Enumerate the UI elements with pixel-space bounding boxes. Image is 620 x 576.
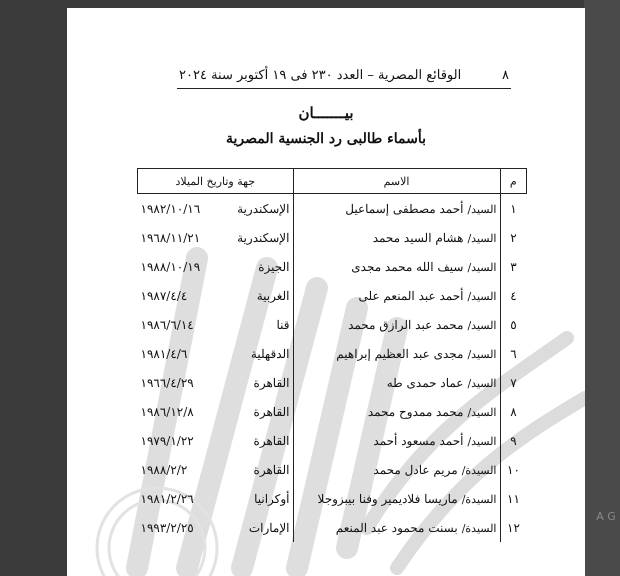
table-row [138, 252, 527, 281]
table-row [138, 484, 527, 513]
birth-place: الجيزة [258, 259, 290, 274]
document-subtitle: بأسماء طالبى رد الجنسية المصرية [225, 131, 427, 147]
row-name-cell [293, 194, 500, 224]
row-name-cell [293, 455, 500, 484]
row-name-cell [293, 281, 500, 310]
birth-date: ١٩٩٣/٢/٢٥ [140, 520, 194, 535]
table-row [138, 426, 527, 455]
row-number: ٤ [500, 281, 527, 310]
row-birth-cell [138, 397, 294, 426]
birth-date: ١٩٦٦/٤/٢٩ [140, 375, 194, 390]
honorific: السيد/ [467, 231, 497, 245]
row-number: ٧ [500, 368, 527, 397]
page-header [179, 68, 509, 83]
honorific: السيد/ [467, 347, 497, 361]
row-name-cell [293, 252, 500, 281]
row-number: ١١ [500, 484, 527, 513]
birth-date: ١٩٨٨/١٠/١٩ [140, 259, 201, 274]
table-row [138, 339, 527, 368]
birth-place: الدقهلية [250, 346, 290, 361]
row-number: ١٢ [500, 513, 527, 542]
birth-date: ١٩٨١/٢/٢٦ [140, 491, 194, 506]
document-page [67, 8, 585, 576]
row-birth-cell [138, 484, 294, 513]
header-name: الاسم [293, 169, 500, 194]
honorific: السيد/ [467, 376, 497, 390]
row-name-cell [293, 310, 500, 339]
honorific: السيدة/ [461, 463, 497, 477]
table-header-row [138, 169, 527, 194]
applicant-name: سيف الله محمد مجدى [351, 259, 464, 274]
birth-place: القاهرة [253, 433, 290, 448]
birth-place: القاهرة [253, 404, 290, 419]
birth-date: ١٩٨٢/١٠/١٦ [140, 201, 201, 216]
honorific: السيد/ [467, 405, 497, 419]
birth-place: الغربية [256, 288, 290, 303]
birth-place: الإمارات [248, 520, 290, 535]
row-number: ٨ [500, 397, 527, 426]
honorific: السيد/ [467, 318, 497, 332]
honorific: السيد/ [467, 434, 497, 448]
honorific: السيدة/ [461, 492, 497, 506]
row-birth-cell [138, 223, 294, 252]
row-number: ٩ [500, 426, 527, 455]
document-title: بيـــــــان [298, 104, 354, 122]
applicants-table [137, 168, 527, 542]
row-birth-cell [138, 513, 294, 542]
table-body [138, 194, 527, 543]
table-row [138, 397, 527, 426]
row-birth-cell [138, 368, 294, 397]
table-row [138, 281, 527, 310]
row-name-cell [293, 426, 500, 455]
viewer-scroll-area [584, 0, 620, 576]
birth-place: أوكرانيا [254, 491, 290, 506]
publication-line: الوقائع المصرية – العدد ٢٣٠ فى ١٩ أكتوبر سنة ٢٠٢٤ [179, 68, 462, 83]
row-name-cell [293, 513, 500, 542]
table-row [138, 513, 527, 542]
row-number: ١٠ [500, 455, 527, 484]
birth-date: ١٩٨٨/٢/٢ [140, 462, 188, 477]
applicant-name: محمد عبد الرازق محمد [348, 317, 464, 332]
row-name-cell [293, 484, 500, 513]
birth-date: ١٩٨١/٤/٦ [140, 346, 188, 361]
header-num: م [500, 169, 527, 194]
birth-date: ١٩٨٦/١٢/٨ [140, 404, 194, 419]
applicant-name: مريم عادل محمد [373, 462, 458, 477]
applicant-name: محمد ممدوح محمد [367, 404, 464, 419]
birth-date: ١٩٨٦/٦/١٤ [140, 317, 194, 332]
row-number: ١ [500, 194, 527, 224]
birth-place: قنا [276, 317, 290, 332]
birth-place: الإسكندرية [237, 201, 290, 216]
row-number: ٥ [500, 310, 527, 339]
honorific: السيد/ [467, 260, 497, 274]
birth-place: الإسكندرية [237, 230, 290, 245]
row-birth-cell [138, 252, 294, 281]
row-birth-cell [138, 426, 294, 455]
honorific: السيد/ [467, 289, 497, 303]
header-divider [177, 88, 511, 89]
honorific: السيدة/ [461, 521, 497, 535]
header-place: جهة وتاريخ الميلاد [138, 169, 294, 194]
page-number: ٨ [502, 68, 509, 83]
row-number: ٦ [500, 339, 527, 368]
row-name-cell [293, 368, 500, 397]
birth-date: ١٩٨٧/٤/٤ [140, 288, 188, 303]
table-row [138, 194, 527, 224]
applicant-name: هشام السيد محمد [372, 230, 464, 245]
birth-date: ١٩٦٨/١١/٢١ [140, 230, 201, 245]
birth-place: القاهرة [253, 375, 290, 390]
row-birth-cell [138, 455, 294, 484]
honorific: السيد/ [467, 202, 497, 216]
row-birth-cell [138, 339, 294, 368]
row-name-cell [293, 397, 500, 426]
table-row [138, 455, 527, 484]
birth-place: القاهرة [253, 462, 290, 477]
row-name-cell [293, 339, 500, 368]
row-birth-cell [138, 281, 294, 310]
applicant-name: أحمد عبد المنعم على [358, 288, 464, 303]
row-number: ٣ [500, 252, 527, 281]
applicant-name: بسنت محمود عبد المنعم [335, 520, 458, 535]
row-birth-cell [138, 194, 294, 224]
row-name-cell [293, 223, 500, 252]
applicant-name: أحمد مصطفى إسماعيل [345, 201, 464, 216]
table-row [138, 223, 527, 252]
applicant-name: عماد حمدى طه [386, 375, 464, 390]
row-number: ٢ [500, 223, 527, 252]
applicant-name: أحمد مسعود أحمد [373, 433, 464, 448]
applicant-name: ماريسا فلاديمير وفنا بيبزوجلا [317, 491, 458, 506]
table-row [138, 368, 527, 397]
side-overlay-text: A G [596, 510, 616, 523]
row-birth-cell [138, 310, 294, 339]
table-row [138, 310, 527, 339]
birth-date: ١٩٧٩/١/٢٢ [140, 433, 194, 448]
applicant-name: مجدى عبد العظيم إبراهيم [336, 346, 464, 361]
